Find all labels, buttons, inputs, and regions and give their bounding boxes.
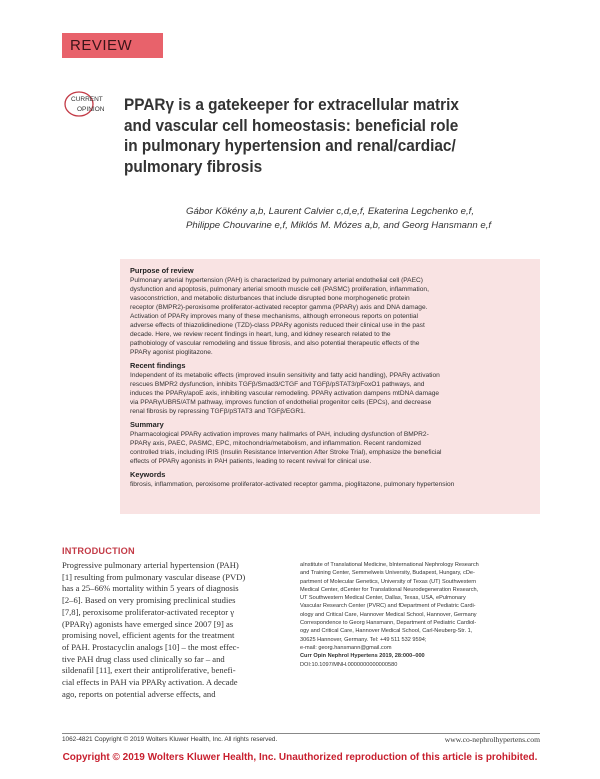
doi: DOI:10.1097/MNH.0000000000000580 bbox=[300, 661, 398, 668]
keywords-heading: Keywords bbox=[130, 470, 166, 480]
title-line: in pulmonary hypertension and renal/cardiac/ bbox=[124, 137, 456, 155]
text-line: PPARγ axis, PAEC, PASMC, EPC, mitochondria/metabolism, and inflammation. Recent randomized bbox=[130, 439, 421, 447]
correspondence-line: ogy and Critical Care, Hannover Medical School, Carl-Neuberg-Str. 1, bbox=[300, 628, 473, 635]
text-line: via PPARγ/UBR5/ATM pathway, improves function of endothelial progenitor cells (EPCs), and decrease bbox=[130, 399, 432, 407]
summary-heading: Summary bbox=[130, 420, 164, 430]
text-line: rescues BMPR2 dysfunction, inhibits TGFβ/Smad3/CTGF and TGFβ/pSTAT3/pFoxO1 pathways, and bbox=[130, 380, 425, 388]
text-line: PPARγ agonist pioglitazone. bbox=[130, 349, 213, 357]
copyright-notice: Copyright © 2019 Wolters Kluwer Health, Inc. Unauthorized reproduction of this article is prohibited. bbox=[62, 752, 538, 763]
correspondence-line: 30625 Hannover, Germany. Tel: +49 511 532 9594; bbox=[300, 636, 427, 643]
title-line: PPARγ is a gatekeeper for extracellular matrix bbox=[124, 96, 459, 114]
affil-line: Vascular Research Center (PVRC) and fDepartment of Pediatric Cardi- bbox=[300, 603, 476, 610]
title-line: and vascular cell homeostasis: beneficial role bbox=[124, 116, 459, 135]
findings-heading: Recent findings bbox=[130, 361, 186, 371]
current-opinion-logo bbox=[63, 90, 111, 118]
title-line: pulmonary fibrosis bbox=[124, 157, 263, 176]
text-line: adverse effects of thiazolidinedione (TZD)-class PPARγ agonists reduced their clinical use in the past bbox=[130, 321, 425, 329]
purpose-heading: Purpose of review bbox=[130, 266, 194, 275]
body-line: [7,8], peroxisome proliferator-activated receptor γ bbox=[62, 606, 235, 617]
author-list bbox=[186, 205, 546, 233]
text-line: renal fibrosis by repressing TGFβ/pSTAT3 and TGFβ/EGR1. bbox=[130, 408, 306, 416]
journal-citation: Curr Opin Nephrol Hypertens 2019, 28:000–000 bbox=[300, 653, 425, 660]
purpose-text bbox=[130, 276, 530, 358]
logo-text-bottom: OPINION bbox=[77, 106, 105, 113]
intro-body bbox=[62, 560, 284, 700]
body-line: [2–6]. Based on very promising preclinical studies bbox=[62, 595, 236, 606]
body-line: (PPARγ) agonists have emerged since 2007 [9] as bbox=[62, 618, 234, 629]
findings-text bbox=[130, 371, 530, 416]
body-line: [1] resulting from pulmonary vascular disease (PVD) bbox=[62, 571, 246, 582]
affil-line: and Training Center, Semmelweis University, Budapest, Hungary, cDe- bbox=[300, 570, 475, 577]
text-line: effects of PPARγ agonists in PAH patients, leading to recent revival for clinical use. bbox=[130, 458, 372, 466]
body-line: promising novel, efficient agents for the treatment bbox=[62, 630, 235, 641]
text-line: induces the PPARγ/apoE axis, inhibiting vascular remodeling. PPARγ activation dampens mtDNA damage bbox=[130, 390, 440, 398]
body-line: ago, reports on potential adverse effects, and bbox=[62, 688, 216, 699]
affil-line: partment of Molecular Genetics, University of Texas (UT) Southwestern bbox=[300, 578, 477, 585]
correspondence-email[interactable]: e-mail: georg.hansmann@gmail.com bbox=[300, 644, 392, 651]
body-line: has a 25–66% mortality within 5 years of diagnosis bbox=[62, 583, 239, 594]
body-line: cial effects in PAH via PPARγ activation. A decade bbox=[62, 677, 238, 688]
text-line: controlled trials, including IRIS (Insulin Resistance Intervention After Stroke Trial), emphasize the beneficial bbox=[130, 449, 442, 456]
intro-heading: INTRODUCTION bbox=[62, 546, 135, 556]
text-line: fibrosis, inflammation, peroxisome proliferator-activated receptor gamma, pioglitazone, pulmonary hypertension bbox=[130, 480, 455, 488]
text-line: decade. Here, we review recent findings in heart, lung, and kidney research related to the bbox=[130, 331, 391, 339]
text-line: Pharmacological PPARγ activation improves many hallmarks of PAH, including dysfunction of BMPR2- bbox=[130, 430, 429, 438]
correspondence-line: Correspondence to Georg Hansmann, Department of Pediatric Cardiol- bbox=[300, 620, 477, 627]
article-title bbox=[124, 95, 533, 177]
body-line: of PAH. Prostacyclin analogs [10] – the most effec- bbox=[62, 641, 240, 652]
footer-issn: 1062-4821 Copyright © 2019 Wolters Kluwer Health, Inc. All rights reserved. bbox=[62, 736, 278, 743]
body-line: sildenafil [11], exert their antiproliferative, benefi- bbox=[62, 665, 236, 676]
affil-line: Medical Center, dCenter for Translational Neurodegeneration Research, bbox=[300, 586, 479, 593]
abstract-box bbox=[120, 259, 540, 514]
text-line: receptor (BMPR2)-peroxisome proliferator-activated receptor gamma (PPARγ) axis and DNA damage. bbox=[130, 303, 428, 311]
text-line: Independent of its metabolic effects (improved insulin sensitivity and fatty acid handling), PPARγ activation bbox=[130, 371, 440, 379]
affil-line: ology and Critical Care, Hannover Medical School, Hannover, Germany bbox=[300, 611, 477, 618]
body-line: tive PAH drug class used clinically so far – and bbox=[62, 653, 225, 664]
affiliations bbox=[300, 561, 540, 669]
text-line: Activation of PPARγ improves many of these mechanisms, although erroneous reports on potential bbox=[130, 312, 418, 320]
authors-line: Philippe Chouvarine e,f, Miklós M. Mózes a,b, and Georg Hansmann e,f bbox=[186, 220, 492, 231]
text-line: dysfunction and apoptosis, pulmonary arterial smooth muscle cell (PASMC) proliferation, inflammation, bbox=[130, 285, 429, 293]
authors-line: Gábor Kökény a,b, Laurent Calvier c,d,e,f, Ekaterina Legchenko e,f, bbox=[186, 206, 474, 217]
body-line: Progressive pulmonary arterial hypertension (PAH) bbox=[62, 560, 239, 570]
text-line: pathobiology of vascular remodeling and tissue fibrosis, and also potential therapeutic effects of the bbox=[130, 340, 420, 348]
keywords-text bbox=[130, 480, 530, 489]
logo-text-top: CURRENT bbox=[71, 96, 103, 103]
text-line: vasoconstriction, and metabolic disturbances that include disrupted bone morphogenetic protein bbox=[130, 294, 410, 302]
section-label: REVIEW bbox=[62, 33, 163, 58]
text-line: Pulmonary arterial hypertension (PAH) is characterized by pulmonary arterial endothelial cell (PAEC) bbox=[130, 276, 423, 284]
affil-line: UT Southwestern Medical Center, Dallas, Texas, USA, ePulmonary bbox=[300, 595, 466, 602]
footer-divider bbox=[62, 733, 540, 734]
affil-line: aInstitute of Translational Medicine, bInternational Nephrology Research bbox=[300, 562, 479, 568]
footer-journal-url[interactable]: www.co-nephrolhypertens.com bbox=[444, 735, 540, 744]
summary-text bbox=[130, 430, 530, 466]
